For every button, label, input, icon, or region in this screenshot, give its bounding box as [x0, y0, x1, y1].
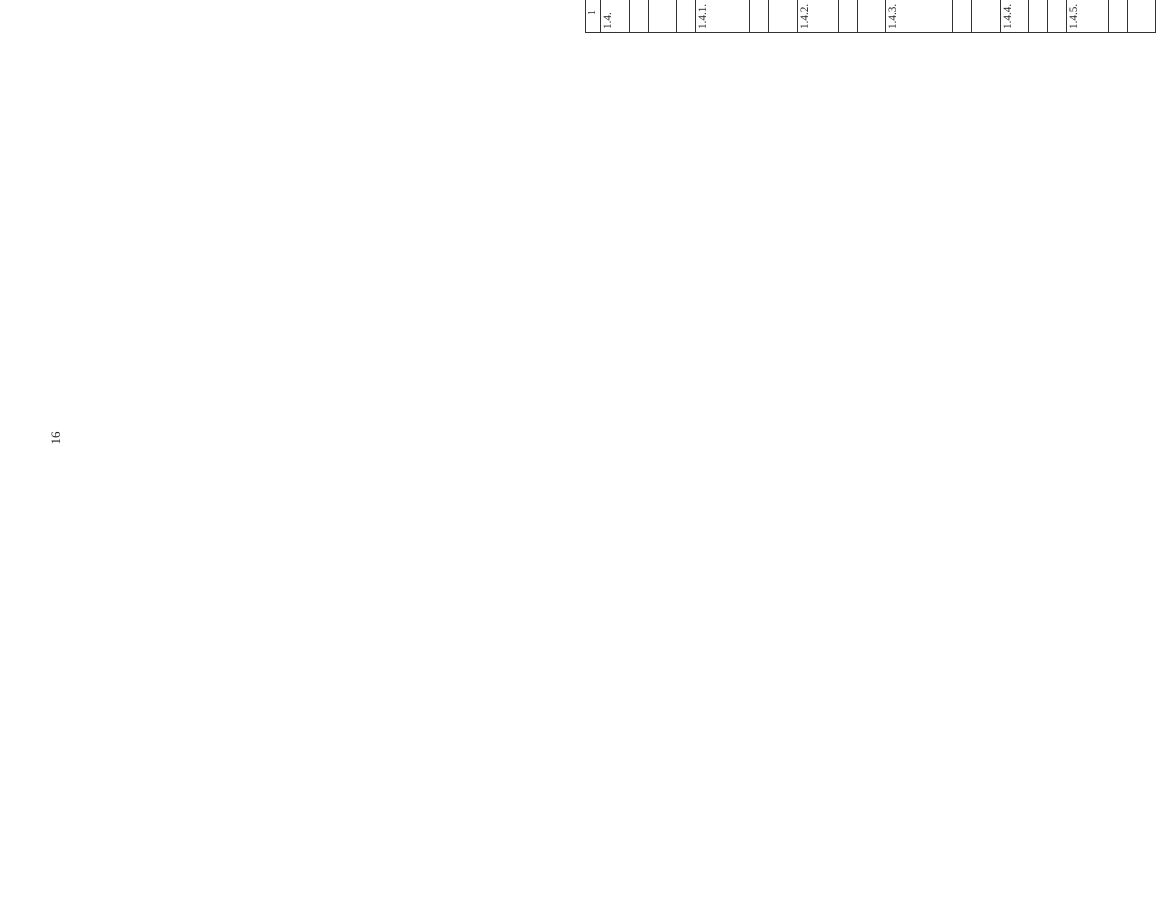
row-number: [648, 0, 677, 33]
row-number: [1048, 0, 1067, 33]
row-number: [972, 0, 1001, 33]
table-row: [838, 0, 857, 33]
row-number: [953, 0, 972, 33]
page-number: 16: [48, 431, 63, 445]
table-row: [629, 0, 648, 33]
row-number: 1.4.3.: [886, 0, 953, 33]
table-row: [601, 0, 630, 33]
table-row: [769, 0, 798, 33]
table-row: [972, 0, 1001, 33]
row-number: 1.4.2.: [797, 0, 838, 33]
row-number: [750, 0, 769, 33]
table-row: [1048, 0, 1067, 33]
table-row: [648, 0, 677, 33]
table-row: [953, 0, 972, 33]
row-number: [1108, 0, 1127, 33]
row-number: [629, 0, 648, 33]
row-number: [838, 0, 857, 33]
row-number: 1.4.5.: [1067, 0, 1108, 33]
col-header-1: 1: [586, 0, 601, 33]
table-row: [857, 0, 886, 33]
row-number: 1.4.: [601, 0, 630, 33]
table-row: [1029, 0, 1048, 33]
row-number: [1127, 0, 1156, 33]
row-number: [1029, 0, 1048, 33]
table-row: [1067, 0, 1108, 33]
table-row: [696, 0, 750, 33]
table-row: [1000, 0, 1029, 33]
table-row: [750, 0, 769, 33]
table-row: [797, 0, 838, 33]
table-row: [1108, 0, 1127, 33]
budget-table: [585, 0, 1156, 33]
row-number: [857, 0, 886, 33]
table-row: [886, 0, 953, 33]
table-row: [677, 0, 696, 33]
row-number: 1.4.4.: [1000, 0, 1029, 33]
budget-table-sheet: [585, 0, 1080, 33]
row-number: [769, 0, 798, 33]
table-row: [1127, 0, 1156, 33]
row-number: 1.4.1.: [696, 0, 750, 33]
column-number-row: [586, 0, 601, 33]
row-number: [677, 0, 696, 33]
